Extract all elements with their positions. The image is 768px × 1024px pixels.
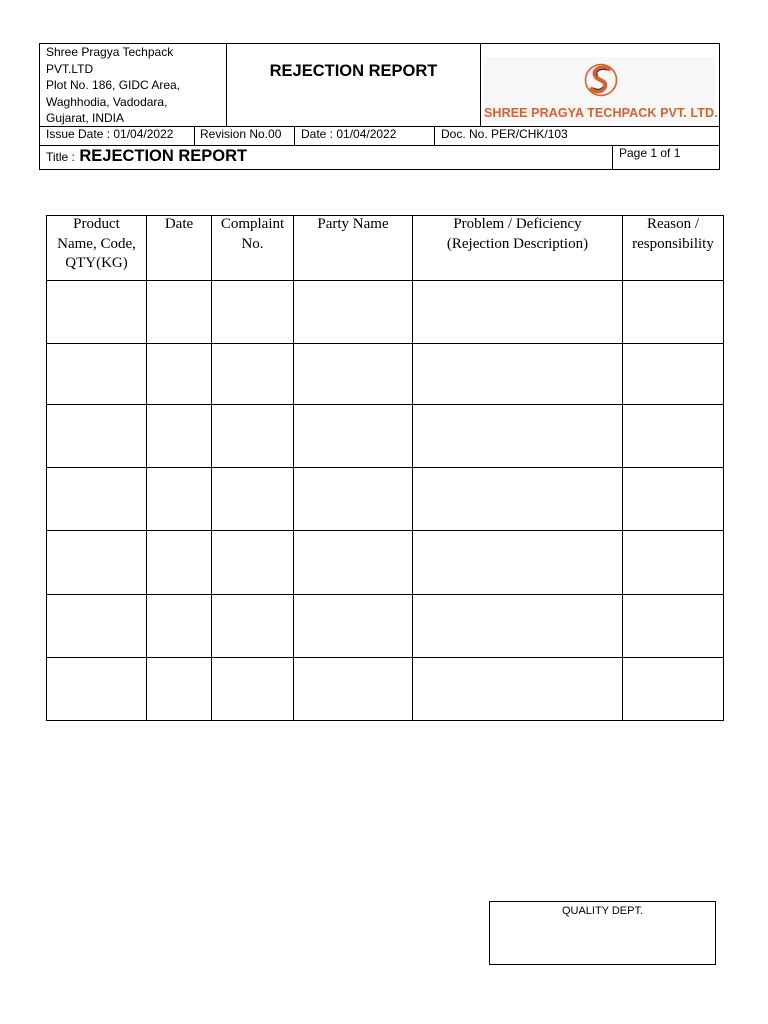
address-line: Plot No. 186, GIDC Area, bbox=[46, 78, 181, 92]
column-divider bbox=[293, 215, 294, 721]
title-value: REJECTION REPORT bbox=[79, 147, 248, 165]
header-line: responsibility bbox=[632, 235, 714, 252]
table-row bbox=[46, 530, 724, 531]
document-date: Date : 01/04/2022 bbox=[301, 127, 397, 141]
header-line: No. bbox=[241, 235, 264, 252]
column-header-complaint-no bbox=[212, 215, 293, 254]
header-line: Reason / bbox=[646, 216, 700, 232]
column-divider bbox=[412, 215, 413, 721]
address-line: Shree Pragya Techpack bbox=[46, 45, 174, 59]
address-line: Gujarat, INDIA bbox=[46, 111, 125, 125]
document-number: Doc. No. PER/CHK/103 bbox=[441, 127, 568, 141]
company-logo-icon bbox=[583, 61, 619, 99]
document-heading: REJECTION REPORT bbox=[227, 43, 481, 126]
title-field bbox=[46, 147, 247, 166]
table-row bbox=[46, 343, 724, 344]
header-line: Complaint bbox=[220, 216, 285, 232]
table-row bbox=[46, 280, 724, 281]
table-row bbox=[46, 467, 724, 468]
cell-divider bbox=[434, 126, 435, 145]
cell-divider bbox=[294, 126, 295, 145]
column-divider bbox=[211, 215, 212, 721]
quality-dept-label: QUALITY DEPT. bbox=[561, 905, 644, 917]
column-header-problem bbox=[413, 215, 622, 254]
header-line: Name, Code, bbox=[57, 235, 136, 252]
company-address bbox=[39, 43, 227, 126]
revision-number: Revision No.00 bbox=[200, 127, 282, 141]
table-row bbox=[46, 404, 724, 405]
address-line: Waghhodia, Vadodara, bbox=[46, 94, 168, 109]
address-line: PVT.LTD bbox=[46, 61, 94, 76]
column-divider bbox=[146, 215, 147, 721]
header-line: Problem / Deficiency bbox=[453, 216, 582, 232]
table-row bbox=[46, 594, 724, 595]
column-divider bbox=[622, 215, 623, 721]
title-label: Title : bbox=[46, 150, 75, 164]
column-header-product bbox=[47, 215, 146, 274]
issue-date: Issue Date : 01/04/2022 bbox=[46, 127, 174, 141]
column-header-date bbox=[147, 215, 211, 235]
header-line: QTY(KG) bbox=[65, 255, 128, 271]
header-line: Date bbox=[164, 216, 194, 232]
header-line: Party Name bbox=[317, 216, 389, 232]
header-line: Product bbox=[73, 216, 120, 232]
company-logo-text: SHREE PRAGYA TECHPACK PVT. LTD. bbox=[484, 106, 718, 120]
column-header-reason bbox=[623, 215, 723, 254]
quality-dept-signature-box bbox=[489, 901, 716, 965]
header-line: (Rejection Description) bbox=[446, 235, 589, 252]
cell-divider bbox=[194, 126, 195, 145]
page-indicator: Page 1 of 1 bbox=[619, 146, 681, 160]
table-row bbox=[46, 657, 724, 658]
header-divider bbox=[39, 145, 720, 146]
column-header-party-name bbox=[294, 215, 412, 235]
cell-divider bbox=[612, 145, 613, 170]
